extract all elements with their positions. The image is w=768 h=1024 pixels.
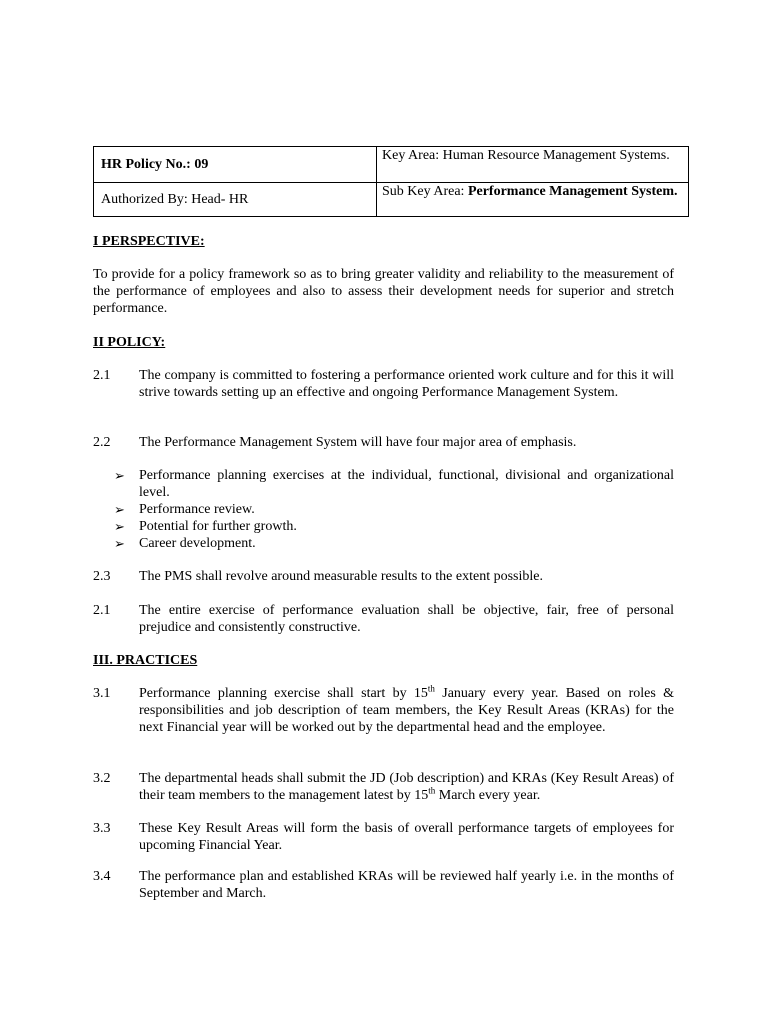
sub-key-area-cell <box>377 183 689 217</box>
practice-item-text: The performance plan and established KRAs will be reviewed half yearly i.e. in the months of September and March. <box>139 869 674 901</box>
policy-number-cell: HR Policy No.: 09 <box>94 147 377 183</box>
list-item: ➢ Performance planning exercises at the individual, functional, divisional and organizational level. <box>114 468 674 500</box>
policy-item-number: 2.1 <box>93 368 111 383</box>
perspective-heading: I PERSPECTIVE: <box>93 234 205 249</box>
practice-item-text: These Key Result Areas will form the basis of overall performance targets of employees for upcoming Financial Year. <box>139 821 674 853</box>
sub-key-area-value: Performance Management System. <box>467 184 678 199</box>
perspective-paragraph: To provide for a policy framework so as to bring greater validity and reliability to the measurement of the performance of employees and also to assess their development needs for superior and stretch performance. <box>93 267 674 316</box>
practice-item-number: 3.1 <box>93 686 111 701</box>
policy-header-table <box>93 146 689 217</box>
policy-item-text: The entire exercise of performance evaluation shall be objective, fair, free of personal prejudice and consistently constructive. <box>139 603 674 635</box>
policy-item-number: 2.3 <box>93 569 111 584</box>
practice-item-number: 3.4 <box>93 869 111 884</box>
arrow-bullet-icon: ➢ <box>114 536 125 551</box>
authorized-by-cell: Authorized By: Head- HR <box>94 183 377 217</box>
sub-key-area-label: Sub Key Area: <box>382 184 468 199</box>
practice-item-text: Performance planning exercise shall start by 15th January every year. Based on roles & responsibilities and job description of team members, the Key Result Areas (KRAs) for the next Financial year will be worked out by the departmental head and the employee. <box>139 683 674 735</box>
practice-item-number: 3.3 <box>93 821 111 836</box>
arrow-bullet-icon: ➢ <box>114 468 125 483</box>
practices-heading: III. PRACTICES <box>93 653 198 668</box>
arrow-bullet-icon: ➢ <box>114 502 125 517</box>
list-item: ➢ Performance review. <box>114 502 255 517</box>
list-item: ➢ Potential for further growth. <box>114 519 297 534</box>
policy-heading: II POLICY: <box>93 335 166 350</box>
practice-item-number: 3.2 <box>93 771 111 786</box>
emphasis-bullet-list <box>114 467 674 552</box>
policy-item-number: 2.1 <box>93 603 111 618</box>
arrow-bullet-icon: ➢ <box>114 519 125 534</box>
list-item: ➢ Career development. <box>114 536 256 551</box>
practice-item-text: The departmental heads shall submit the JD (Job description) and KRAs (Key Result Areas) of their team members to the management latest by 15th March every year. <box>139 771 674 803</box>
policy-item-text: The PMS shall revolve around measurable results to the extent possible. <box>139 569 543 584</box>
policy-item-text: The company is committed to fostering a performance oriented work culture and for this it will strive towards setting up an effective and ongoing Performance Management System. <box>139 368 674 400</box>
policy-item-number: 2.2 <box>93 435 111 450</box>
policy-item-text: The Performance Management System will have four major area of emphasis. <box>139 435 577 450</box>
key-area-cell: Key Area: Human Resource Management Systems. <box>377 147 689 183</box>
